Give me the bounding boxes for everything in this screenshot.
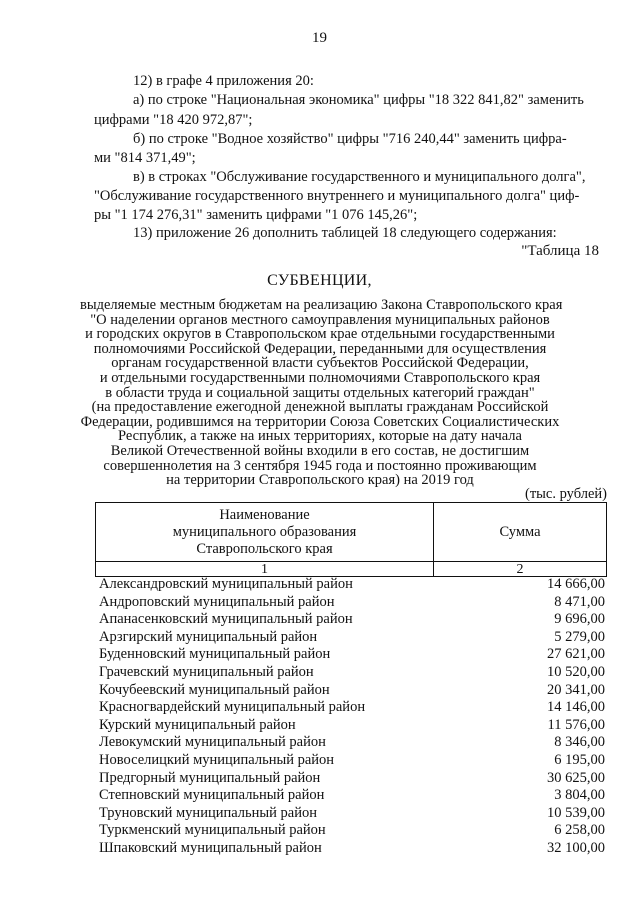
district-amount: 32 100,00 <box>547 839 605 856</box>
subtitle-line: (на предоставление ежегодной денежной выплаты гражданам Российской <box>91 399 549 416</box>
district-name: Левокумский муниципальный район <box>99 734 326 751</box>
subtitle-line: "О наделении органов местного самоуправления муниципальных районов <box>90 311 550 328</box>
column-header-name <box>96 503 434 562</box>
district-amount: 5 279,00 <box>554 628 605 645</box>
subtitle-line: и отдельными государственными полномочиями Ставропольского края <box>99 369 541 386</box>
paragraph-line: ми "814 371,49"; <box>94 150 196 166</box>
district-amount: 6 258,00 <box>554 822 605 839</box>
document-subtitle <box>80 297 563 489</box>
table-row <box>99 611 605 629</box>
header-line: Наименование <box>219 506 310 523</box>
paragraph-line: в) в строках "Обслуживание государственного и муниципального долга", <box>133 169 586 185</box>
district-name: Красногвардейский муниципальный район <box>99 699 366 716</box>
district-name: Труновский муниципальный район <box>99 804 317 821</box>
column-header-sum: Сумма <box>434 503 607 562</box>
header-line: муниципального образования <box>172 523 357 540</box>
table-row <box>99 594 605 612</box>
district-name: Александровский муниципальный район <box>99 576 353 592</box>
subtitle-line: Республик, а также на иных территориях, которые на дату начала <box>118 428 522 445</box>
district-amount: 27 621,00 <box>547 646 605 663</box>
district-amount: 20 341,00 <box>547 681 605 698</box>
table-row <box>99 629 605 647</box>
table-row <box>99 682 605 700</box>
district-name: Курский муниципальный район <box>99 716 296 733</box>
subtitle-line: совершеннолетия на 3 сентября 1945 года и постоянно проживающим <box>103 457 537 474</box>
header-line: Ставропольского края <box>196 540 333 557</box>
paragraph-line: ры "1 174 276,31" заменить цифрами "1 076 145,26"; <box>94 207 418 223</box>
district-amount: 6 195,00 <box>554 751 605 768</box>
district-name: Предгорный муниципальный район <box>99 769 321 786</box>
district-name: Апанасенковский муниципальный район <box>99 611 353 628</box>
district-amount: 11 576,00 <box>547 716 605 733</box>
table-row <box>99 770 605 788</box>
district-amount: 9 696,00 <box>554 611 605 628</box>
paragraph-line: "Обслуживание государственного внутреннего и муниципального долга" циф- <box>94 188 580 204</box>
table-body <box>99 576 605 858</box>
units-label: (тыс. рублей) <box>525 486 607 502</box>
subtitle-line: органам государственной власти субъектов Российской Федерации, <box>111 355 529 372</box>
table-row <box>99 699 605 717</box>
paragraph-line: 12) в графе 4 приложения 20: <box>133 73 314 89</box>
subtitle-line: выделяемые местным бюджетам на реализацию Закона Ставропольского края <box>80 297 563 313</box>
table-row <box>99 664 605 682</box>
table-row <box>99 805 605 823</box>
district-amount: 8 471,00 <box>554 593 605 610</box>
district-name: Буденновский муниципальный район <box>99 646 331 663</box>
subtitle-line: в области труда и социальной защиты отдельных категорий граждан" <box>105 384 535 401</box>
table-row <box>99 717 605 735</box>
subtitle-line: полномочиями Российской Федерации, переданными для осуществления <box>93 340 547 357</box>
district-amount: 10 539,00 <box>547 804 605 821</box>
district-name: Степновский муниципальный район <box>99 787 325 804</box>
district-name: Грачевский муниципальный район <box>99 663 314 680</box>
subtitle-line: Федерации, родившимся на территории Союза Советских Социалистических <box>80 413 560 430</box>
column-number-2: 2 <box>434 562 607 577</box>
district-name: Туркменский муниципальный район <box>99 822 326 839</box>
table-row <box>99 752 605 770</box>
document-title: СУБВЕНЦИИ, <box>267 272 372 289</box>
district-name: Кочубеевский муниципальный район <box>99 681 330 698</box>
table-row <box>99 576 605 594</box>
paragraph-line: б) по строке "Водное хозяйство" цифры "716 240,44" заменить цифра- <box>133 131 567 147</box>
district-amount: 14 666,00 <box>547 576 605 592</box>
table-label: "Таблица 18 <box>521 243 599 259</box>
subtitle-line: и городских округов в Ставропольском крае отдельными государственными <box>85 326 555 343</box>
subtitle-line: на территории Ставропольского края) на 2019 год <box>166 472 474 489</box>
district-amount: 10 520,00 <box>547 663 605 680</box>
subtitle-line: Великой Отечественной войны входили в его состав, не достигшим <box>110 442 530 459</box>
district-amount: 8 346,00 <box>554 734 605 751</box>
table-header <box>95 502 607 577</box>
district-name: Арзгирский муниципальный район <box>99 628 318 645</box>
paragraph-line: 13) приложение 26 дополнить таблицей 18 следующего содержания: <box>133 225 557 241</box>
table-row <box>99 646 605 664</box>
district-name: Шпаковский муниципальный район <box>99 839 322 856</box>
district-amount: 30 625,00 <box>547 769 605 786</box>
district-name: Новоселицкий муниципальный район <box>99 751 335 768</box>
page-number: 19 <box>312 30 327 46</box>
district-name: Андроповский муниципальный район <box>99 593 335 610</box>
district-amount: 14 146,00 <box>547 699 605 716</box>
district-amount: 3 804,00 <box>554 787 605 804</box>
paragraph-line: цифрами "18 420 972,87"; <box>94 112 253 128</box>
table-row <box>99 840 605 858</box>
table-row <box>99 787 605 805</box>
table-row <box>99 734 605 752</box>
table-row <box>99 822 605 840</box>
paragraph-line: а) по строке "Национальная экономика" цифры "18 322 841,82" заменить <box>133 92 584 108</box>
column-number-1: 1 <box>96 562 434 577</box>
